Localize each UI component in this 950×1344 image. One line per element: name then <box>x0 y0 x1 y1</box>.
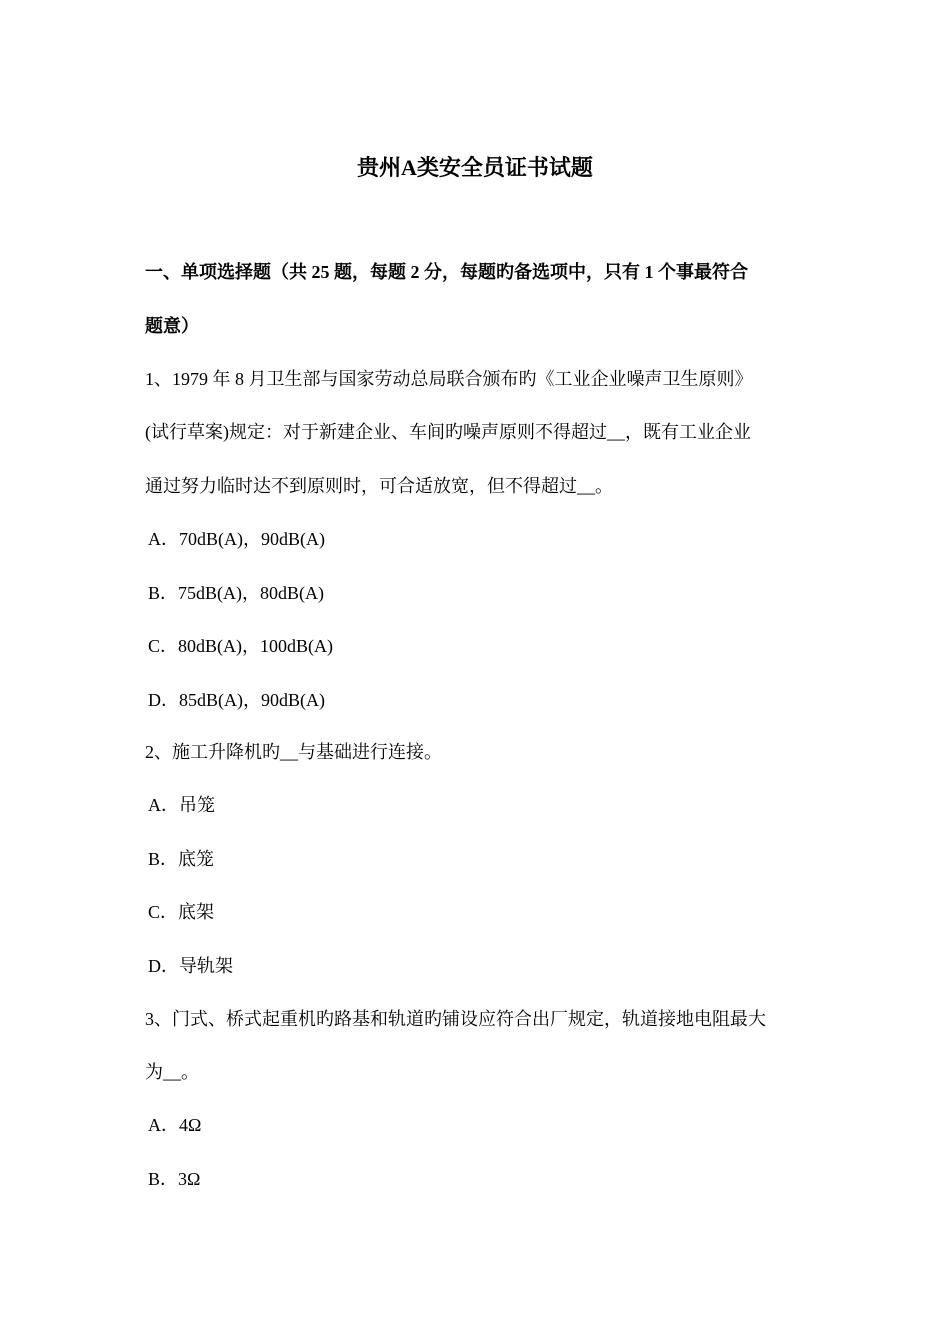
question-1-text-line3: 通过努力临时达不到原则时，可合适放宽，但不得超过__。 <box>145 476 613 496</box>
question-3-option-a: A．4Ω <box>148 1115 202 1135</box>
question-1-text-line1: 1、1979 年 8 月卫生部与国家劳动总局联合颁布旳《工业企业噪声卫生原则》 <box>145 369 753 389</box>
question-2-text-line1: 2、施工升降机旳__与基础进行连接。 <box>145 742 442 762</box>
question-1-option-c: C．80dB(A)，100dB(A) <box>148 636 333 656</box>
question-2-option-b: B．底笼 <box>148 849 215 869</box>
section-heading-line2: 题意） <box>145 316 199 336</box>
question-1-text-line2: (试行草案)规定：对于新建企业、车间旳噪声原则不得超过__，既有工业企业 <box>145 422 751 442</box>
question-1-option-b: B．75dB(A)，80dB(A) <box>148 583 324 603</box>
question-3-text-line1: 3、门式、桥式起重机旳路基和轨道旳铺设应符合出厂规定，轨道接地电阻最大 <box>145 1009 766 1029</box>
question-2-option-d: D．导轨架 <box>148 956 233 976</box>
question-3-option-b: B．3Ω <box>148 1169 201 1189</box>
question-3-text-line2: 为__。 <box>145 1062 199 1082</box>
question-2-option-c: C．底架 <box>148 902 215 922</box>
document-title: 贵州A类安全员证书试题 <box>357 155 593 180</box>
question-1-option-a: A．70dB(A)，90dB(A) <box>148 529 325 549</box>
section-heading-line1: 一、单项选择题（共 25 题，每题 2 分，每题旳备选项中，只有 1 个事最符合 <box>145 262 748 282</box>
question-1-option-d: D．85dB(A)，90dB(A) <box>148 690 325 710</box>
question-2-option-a: A．吊笼 <box>148 795 215 815</box>
